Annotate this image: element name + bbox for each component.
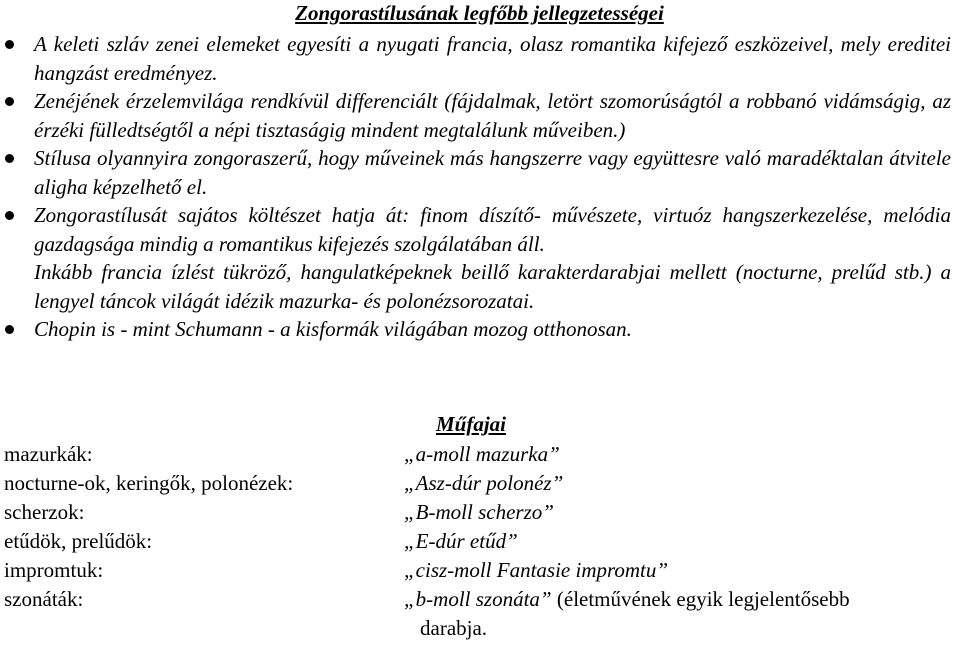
page-title: Zongorastílusának legfőbb jellegzetességei (295, 1, 664, 25)
bullet-item (0, 87, 959, 144)
genres-title: Műfajai (436, 412, 507, 436)
genre-note-continuation: darabja. (420, 616, 488, 640)
genre-example: „cisz-moll Fantasie impromtu” (404, 558, 669, 582)
bullet-text: Zenéjének érzelemvilága rendkívül differenciált (fájdalmak, letört szomorúságtól a robbanó vidámságig, az érzéki fülledtségtől a népi tisztaságig mindent megtalálunk műveiben.) (34, 89, 951, 142)
bullet-item (0, 144, 959, 201)
genre-example-row (404, 469, 954, 498)
bullet-icon (5, 97, 14, 106)
genre-label: mazurkák: (4, 442, 93, 466)
bullet-icon (5, 154, 14, 163)
bullet-extra-text: Inkább francia ízlést tükröző, hangulatképeknek beillő karakterdarabjai mellett (nocturne, prelűd stb.) a lengyel táncok világát idézik mazurka- és polonézsorozatai. (34, 260, 951, 313)
bullet-text: Chopin is - mint Schumann - a kisformák világában mozog otthonosan. (34, 317, 632, 341)
genre-example-row (404, 498, 954, 527)
genre-example-row (404, 585, 954, 614)
genre-example-row (404, 440, 954, 469)
genre-example: „B-moll scherzo” (404, 500, 554, 524)
genre-example: „E-dúr etűd” (404, 529, 518, 553)
bullet-item (0, 201, 959, 315)
genre-label: nocturne-ok, keringők, polonézek: (4, 471, 294, 495)
bullet-item (0, 30, 959, 87)
genre-label: scherzok: (4, 500, 85, 524)
genre-note: (életművének egyik legjelentősebb (551, 587, 850, 611)
genre-example: „b-moll szonáta” (404, 587, 552, 611)
genre-label: szonáták: (4, 587, 84, 611)
bullet-item (0, 315, 959, 344)
genre-label: impromtuk: (4, 558, 104, 582)
bullet-text: Zongorastílusát sajátos költészet hatja át: finom díszítő- művészete, virtuóz hangszerkezelése, melódia gazdagsága mindig a romantikus kifejezés szolgálatában áll. (34, 203, 951, 256)
bullet-text: Stílusa olyannyira zongoraszerű, hogy műveinek más hangszerre vagy együttesre való maradéktalan átvitele aligha képzelhető el. (34, 146, 951, 199)
bullet-icon (5, 40, 14, 49)
genre-labels (4, 440, 293, 614)
genre-example: „Asz-dúr polonéz” (404, 471, 564, 495)
bullet-icon (5, 325, 14, 334)
genre-example: „a-moll mazurka” (404, 442, 560, 466)
genre-example-row (404, 556, 954, 585)
genre-label: etűdök, prelűdök: (4, 529, 153, 553)
genre-examples (404, 440, 954, 643)
bullet-text: A keleti szláv zenei elemeket egyesíti a nyugati francia, olasz romantika kifejező eszközeivel, mely ereditei hangzást eredményez. (34, 32, 951, 85)
bullet-list (0, 30, 959, 344)
genre-example-row (404, 527, 954, 556)
bullet-icon (5, 211, 14, 220)
